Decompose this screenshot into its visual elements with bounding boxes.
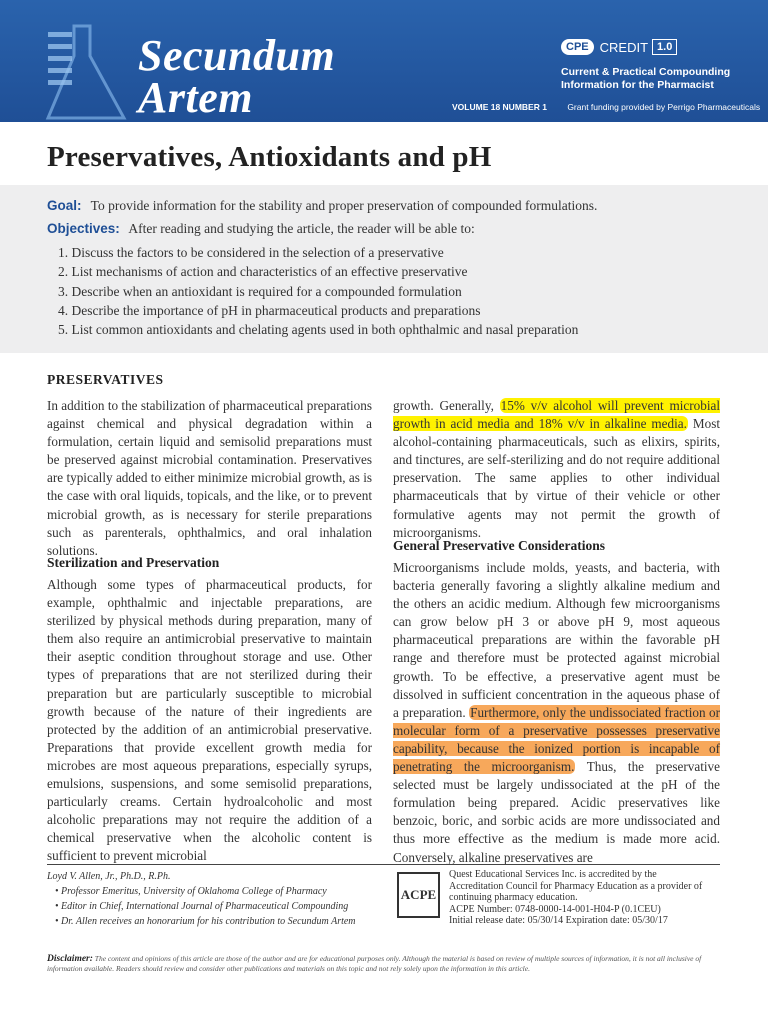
list-item: 1. Discuss the factors to be considered in the selection of a preservative [58,245,444,260]
tagline [561,66,730,92]
list-item: 2. List mechanisms of action and characteristics of an effective preservative [58,264,468,280]
objectives-list [58,243,578,339]
volume-number: VOLUME 18 NUMBER 1 [452,102,547,112]
accreditation-block [449,869,709,927]
general-text-pre: Microorganisms include molds, yeasts, and bacteria, with bacteria generally favoring a slightly alkaline medium and the others an acidic medium. Although few microorganisms can grow below pH 3 or above pH 9, most aqueous pharmaceutical preparations are within the favorable pH range and therefore must be protected against microbial growth. To be effective, a preservative agent must be dissolved in sufficient concentration in the aqueous phase of a preparation. [393,560,720,720]
credit-label: CREDIT [599,39,649,55]
list-item: 4. Describe the importance of pH in pharmaceutical products and preparations [58,302,481,318]
general-paragraph [393,559,720,867]
general-text-post: Thus, the preservative selected must be largely undissociated at the pH of the formulation being prepared. Acidic preservatives like benzoic, boric, and sorbic acids are more undissociated and thus more effective as the medium is made more acid. Conversely, alkaline preservatives are [393,759,721,865]
alcohol-paragraph [393,397,720,542]
objectives-box [0,185,768,353]
list-item: • Professor Emeritus, University of Oklahoma College of Pharmacy [55,884,387,899]
volume-bar [452,102,760,112]
goal-text: To provide information for the stability and proper preservation of compounded formulations. [90,198,598,213]
disclaimer [47,954,727,974]
grant-note: Grant funding provided by Perrigo Pharmaceuticals [567,102,761,112]
list-item: • Editor in Chief, International Journal of Pharmaceutical Compounding [55,899,387,914]
objectives-label: Objectives: [47,221,120,236]
sterilization-paragraph [47,576,372,866]
section-heading: PRESERVATIVES [47,372,164,387]
goal-label: Goal: [47,198,82,213]
masthead [0,0,768,122]
acpe-logo: ACPE [397,872,440,918]
objectives-line [47,221,475,237]
flask-logo-icon [44,22,130,122]
alcohol-text-post: Most alcohol-containing pharmaceuticals, such as elixirs, spirits, and tinctures, are self-sterilizing and do not require additional preservation. The same applies to other individual pharmaceuticals that by virtue of their vehicle or other formulative agents may not permit the growth of microorganisms. [393,416,720,540]
sterilization-text: Although some types of pharmaceutical products, for example, ophthalmic and injectable preparations, are sterilized by physical methods during preparation, many of them also require an antimicrobial preservative to maintain their aseptic condition throughout storage and use. Other types of preparations that are not sterilized during their preparation but are particularly susceptible to microbial growth because of the nature of their ingredients are protected by the addition of an antimicrobial preservative. Preparations that provide excellent growth media for microbes are most aqueous preparations, especially syrups, emulsions, suspensions, and some semisolid preparations, particularly creams. Certain hydroalcoholic and most alcoholic preparations may not require the addition of a chemical preservative when the alcoholic content is sufficient to prevent microbial [47,577,372,864]
alcohol-text-pre: growth. Generally, [393,398,500,413]
list-item: 3. Describe when an antioxidant is required for a compounded formulation [58,283,462,299]
tagline-line1: Current & Practical Compounding [561,66,731,78]
disclaimer-text: The content and opinions of this article are those of the author and are for educational purposes only. Although the material is based on review of multiple sources of information, it is not all inclusive of information available. Readers should review and consider other publications and materials on this topic and not rely solely upon the information in this article. [47,954,702,973]
author-block [47,869,387,929]
article-title: Preservatives, Antioxidants and pH [47,141,492,173]
release-dates: Initial release date: 05/30/14 Expiration date: 05/30/17 [449,915,668,926]
accreditation-text: Quest Educational Services Inc. is accredited by the Accreditation Council for Pharmacy Education as a provider of continuing pharmacy education. [449,869,703,903]
author-notes [47,884,387,929]
list-item: • Dr. Allen receives an honorarium for his contribution to Secundum Artem [55,914,387,929]
tagline-line2: Information for the Pharmacist [561,79,714,91]
goal-line [47,198,597,214]
footer-divider [47,864,720,865]
intro-text: In addition to the stabilization of pharmaceutical preparations against chemical and physical degradation within a formulation, certain liquid and semisolid preparations must be preserved against microbial contamination. Preservatives are typically added to either minimize microbial growth, as is the case with oral liquids, topicals, and the like, or to prevent microbial growth, as is necessary for sterile preparations such as parenterals, ophthalmics, and oral inhalation solutions. [47,398,372,558]
list-item: 5. List common antioxidants and chelating agents used in both ophthalmic and nasal preparation [58,322,579,338]
author-name: Loyd V. Allen, Jr., Ph.D., R.Ph. [47,871,171,882]
intro-paragraph [47,397,372,560]
credit-value: 1.0 [652,39,677,55]
objectives-text: After reading and studying the article, the reader will be able to: [128,221,475,236]
yellow-highlight: 15% v/v alcohol will prevent microbial growth in acid media and 18% v/v in alkaline media. [393,398,720,432]
subheading-sterilization: Sterilization and Preservation [47,555,220,570]
journal-title-line2: Artem [138,73,253,122]
journal-title-line1: Secundum [138,31,336,80]
cpe-credit-badge [561,37,677,57]
disclaimer-label: Disclaimer: [47,954,93,964]
orange-highlight: Furthermore, only the undissociated fraction or molecular form of a preservative possesses preservative capability, because the ionized portion is incapable of penetrating the microorganism. [393,704,720,775]
cpe-label: CPE [561,39,594,55]
acpe-number: ACPE Number: 0748-0000-14-001-H04-P (0.1CEU) [449,903,661,915]
subheading-general: General Preservative Considerations [393,538,605,553]
